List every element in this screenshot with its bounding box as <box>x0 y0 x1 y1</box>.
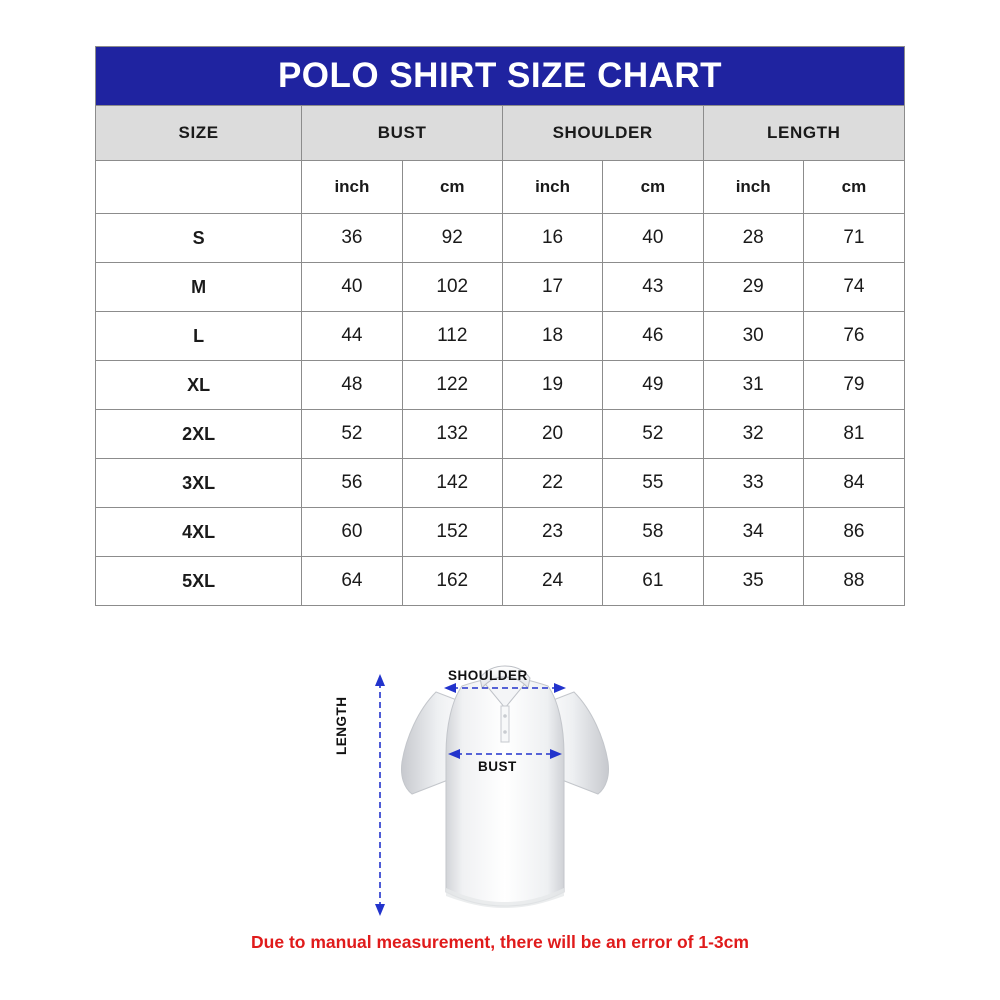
cell-length-cm: 84 <box>803 459 904 508</box>
label-length: LENGTH <box>334 696 349 755</box>
cell-bust-cm: 162 <box>402 557 502 606</box>
cell-shoulder-inch: 17 <box>502 263 602 312</box>
cell-bust-cm: 132 <box>402 410 502 459</box>
group-header-size: SIZE <box>96 106 302 161</box>
cell-bust-cm: 112 <box>402 312 502 361</box>
table-row <box>96 459 905 508</box>
cell-size: 5XL <box>96 557 302 606</box>
cell-size: 3XL <box>96 459 302 508</box>
cell-length-cm: 74 <box>803 263 904 312</box>
cell-shoulder-inch: 24 <box>502 557 602 606</box>
cell-bust-cm: 92 <box>402 214 502 263</box>
table-row <box>96 214 905 263</box>
label-bust: BUST <box>478 759 517 774</box>
unit-header-shoulder-inch: inch <box>502 161 602 214</box>
cell-bust-inch: 44 <box>302 312 402 361</box>
cell-size: L <box>96 312 302 361</box>
cell-shoulder-cm: 52 <box>603 410 703 459</box>
table-row <box>96 361 905 410</box>
unit-header-bust-inch: inch <box>302 161 402 214</box>
cell-bust-cm: 152 <box>402 508 502 557</box>
cell-shoulder-cm: 61 <box>603 557 703 606</box>
group-header-length: LENGTH <box>703 106 904 161</box>
cell-shoulder-cm: 58 <box>603 508 703 557</box>
unit-header-bust-cm: cm <box>402 161 502 214</box>
cell-length-inch: 28 <box>703 214 803 263</box>
group-header-bust: BUST <box>302 106 503 161</box>
length-arrow-bottom <box>375 904 385 916</box>
unit-header-blank <box>96 161 302 214</box>
cell-bust-inch: 36 <box>302 214 402 263</box>
size-chart-table <box>95 46 905 606</box>
measurement-disclaimer: Due to manual measurement, there will be an error of 1-3cm <box>251 932 749 952</box>
cell-shoulder-cm: 55 <box>603 459 703 508</box>
table-row <box>96 410 905 459</box>
table-row <box>96 263 905 312</box>
cell-size: M <box>96 263 302 312</box>
shoulder-arrow-right <box>554 683 566 693</box>
cell-shoulder-inch: 20 <box>502 410 602 459</box>
cell-length-inch: 30 <box>703 312 803 361</box>
size-chart-container <box>95 46 905 606</box>
label-shoulder: SHOULDER <box>448 668 528 683</box>
table-row <box>96 508 905 557</box>
measurement-illustration <box>334 630 670 930</box>
cell-length-inch: 31 <box>703 361 803 410</box>
cell-size: 4XL <box>96 508 302 557</box>
cell-shoulder-inch: 22 <box>502 459 602 508</box>
unit-header-length-inch: inch <box>703 161 803 214</box>
cell-shoulder-cm: 43 <box>603 263 703 312</box>
cell-shoulder-cm: 49 <box>603 361 703 410</box>
cell-length-cm: 81 <box>803 410 904 459</box>
cell-bust-cm: 142 <box>402 459 502 508</box>
cell-shoulder-inch: 18 <box>502 312 602 361</box>
cell-bust-inch: 60 <box>302 508 402 557</box>
group-header-shoulder: SHOULDER <box>502 106 703 161</box>
cell-size: XL <box>96 361 302 410</box>
cell-length-cm: 86 <box>803 508 904 557</box>
chart-title-row <box>96 47 905 106</box>
cell-length-inch: 33 <box>703 459 803 508</box>
unit-header-row <box>96 161 905 214</box>
cell-length-cm: 76 <box>803 312 904 361</box>
cell-shoulder-inch: 16 <box>502 214 602 263</box>
table-row <box>96 312 905 361</box>
group-header-row <box>96 106 905 161</box>
cell-bust-inch: 64 <box>302 557 402 606</box>
cell-length-inch: 29 <box>703 263 803 312</box>
cell-shoulder-inch: 23 <box>502 508 602 557</box>
cell-shoulder-cm: 46 <box>603 312 703 361</box>
unit-header-length-cm: cm <box>803 161 904 214</box>
cell-length-cm: 88 <box>803 557 904 606</box>
cell-length-inch: 32 <box>703 410 803 459</box>
cell-size: S <box>96 214 302 263</box>
cell-bust-inch: 48 <box>302 361 402 410</box>
cell-length-inch: 34 <box>703 508 803 557</box>
unit-header-shoulder-cm: cm <box>603 161 703 214</box>
cell-bust-inch: 52 <box>302 410 402 459</box>
cell-bust-cm: 102 <box>402 263 502 312</box>
cell-length-cm: 71 <box>803 214 904 263</box>
cell-size: 2XL <box>96 410 302 459</box>
cell-bust-inch: 40 <box>302 263 402 312</box>
cell-shoulder-cm: 40 <box>603 214 703 263</box>
cell-length-inch: 35 <box>703 557 803 606</box>
page-title: POLO SHIRT SIZE CHART <box>96 47 905 106</box>
cell-bust-cm: 122 <box>402 361 502 410</box>
shoulder-arrow-left <box>444 683 456 693</box>
cell-length-cm: 79 <box>803 361 904 410</box>
length-arrow-top <box>375 674 385 686</box>
cell-bust-inch: 56 <box>302 459 402 508</box>
cell-shoulder-inch: 19 <box>502 361 602 410</box>
table-row <box>96 557 905 606</box>
